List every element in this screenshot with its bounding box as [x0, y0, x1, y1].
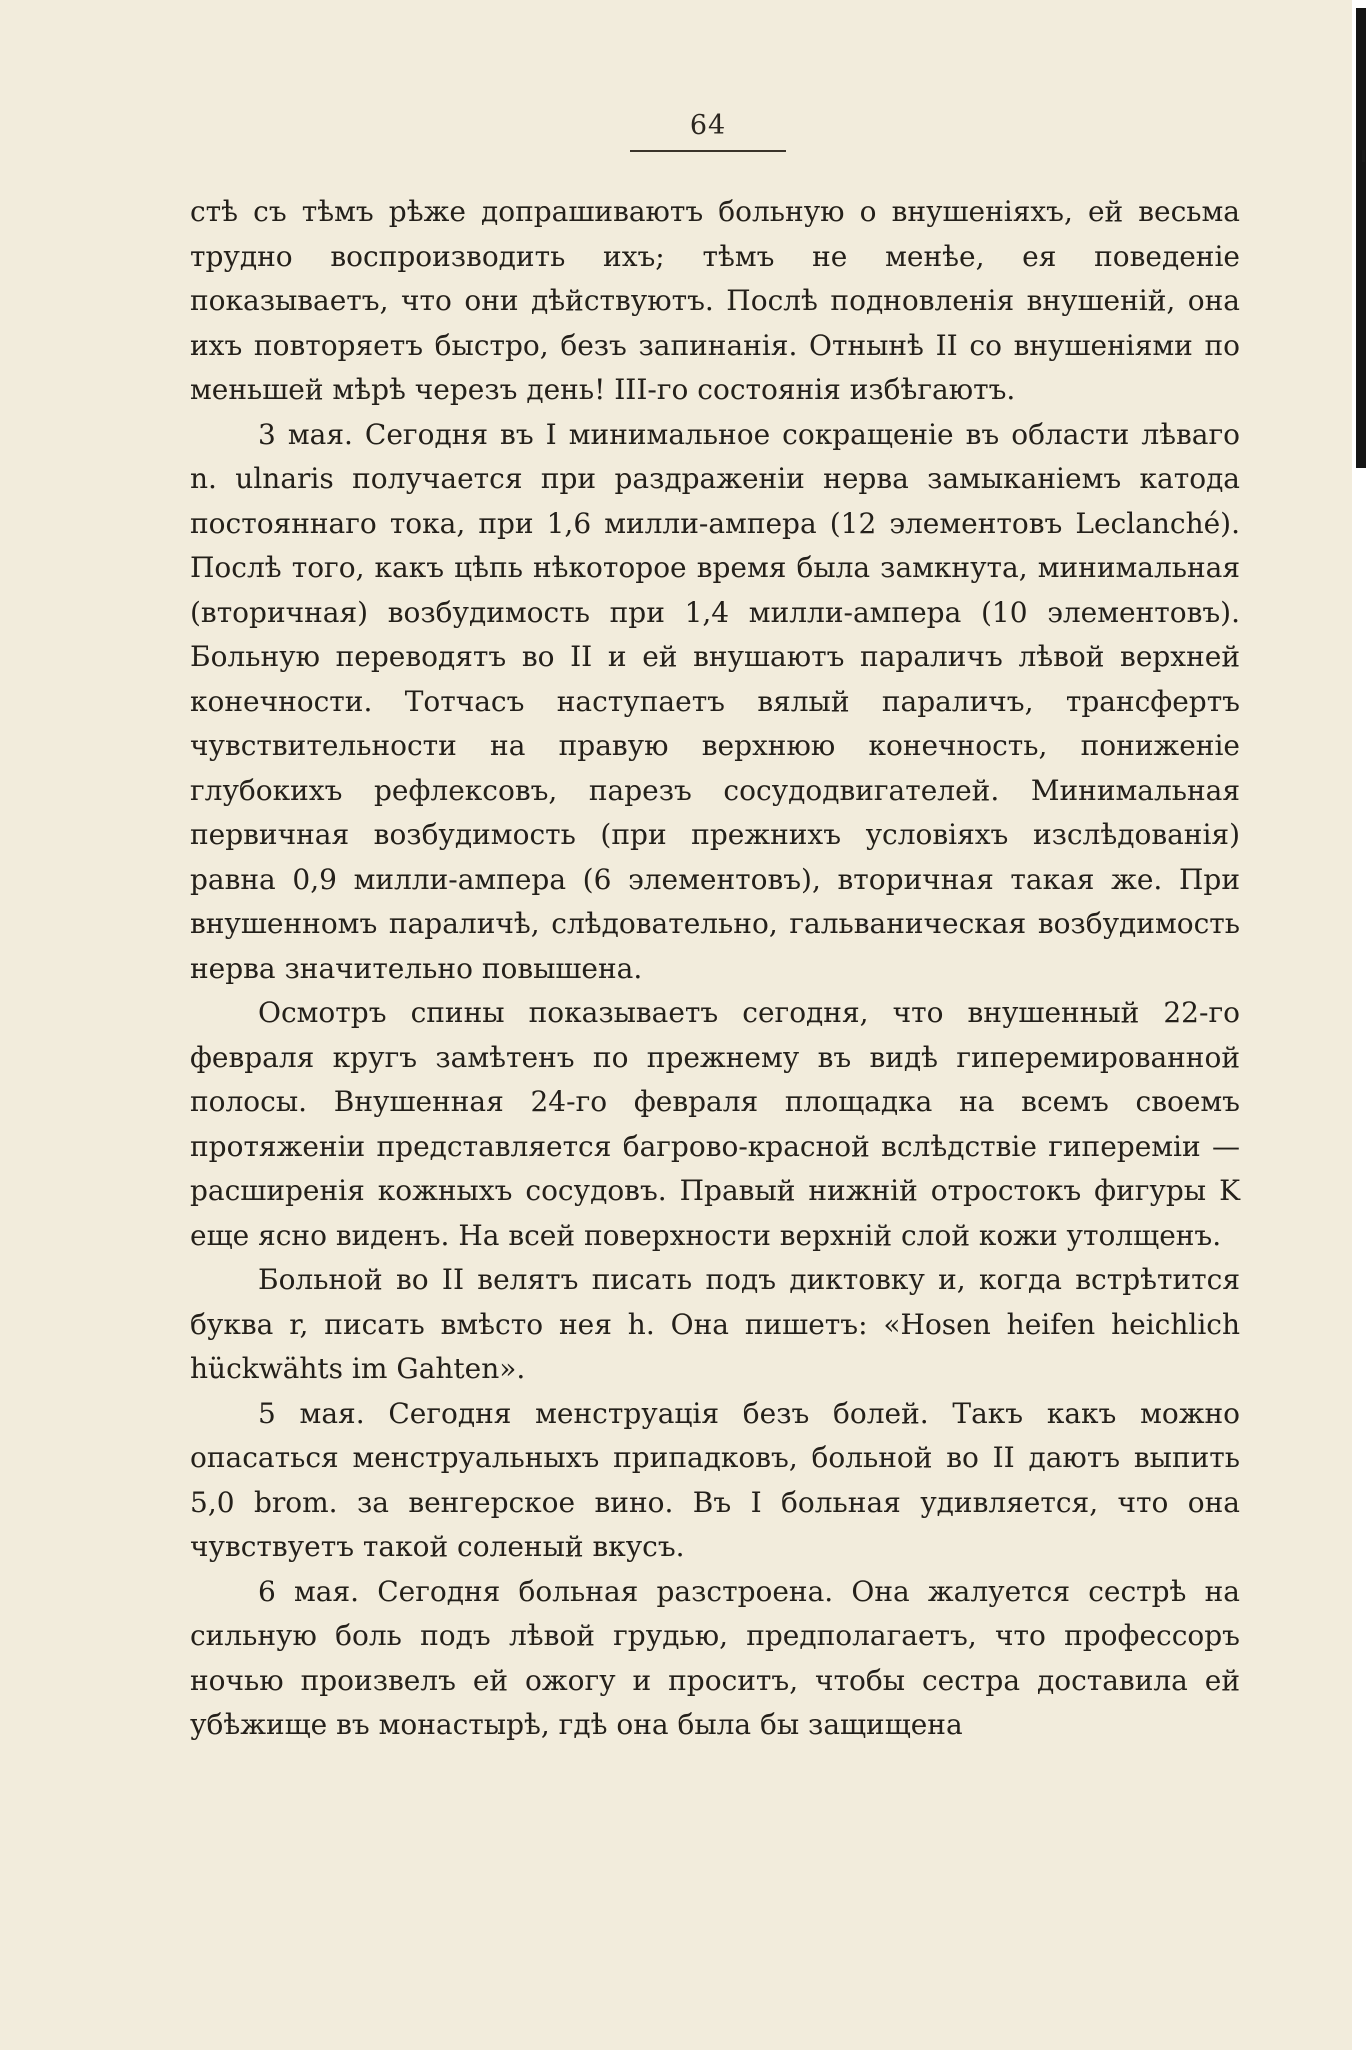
- paragraph-5: 5 мая. Сегодня менструація безъ болей. Такъ какъ можно опасаться менструальныхъ припадковъ, больной во II даютъ выпить 5,0 brom. за венгерское вино. Въ I больная удивляется, что она чувствуетъ такой соленый вкусъ.: [190, 1396, 1240, 1563]
- paragraph-2: 3 мая. Сегодня въ I минимальное сокращеніе въ области лѣваго n. ulnaris получается при раздраженіи нерва замыканіемъ катода постояннаго тока, при 1,6 милли-ампера (12 элементовъ Leclanché). Послѣ того, какъ цѣпь нѣкоторое время была замкнута, минимальная (вторичная) возбудимость при 1,4 милли-ампера (10 элементовъ). Больную переводятъ во II и ей внушаютъ параличъ лѣвой верхней конечности. Тотчасъ наступаетъ вялый параличъ, трансфертъ чувствительности на правую верхнюю конечность, пониженіе глубокихъ рефлексовъ, парезъ сосудодвигателей. Минимальная первичная возбудимость (при прежнихъ условіяхъ изслѣдованія) равна 0,9 милли-ампера (6 элементовъ), вторичная такая же. При внушенномъ параличѣ, слѣдовательно, гальваническая возбудимость нерва значительно повышена.: [190, 417, 1240, 985]
- paragraph-3: Осмотръ спины показываетъ сегодня, что внушенный 22-го февраля кругъ замѣтенъ по прежнему въ видѣ гиперемированной полосы. Внушенная 24-го февраля площадка на всемъ своемъ протяженіи представляется багрово-красной вслѣдствіе гипереміи — расширенія кожныхъ сосудовъ. Правый нижній отростокъ фигуры K еще ясно виденъ. На всей поверхности верхній слой кожи утолщенъ.: [190, 996, 1240, 1252]
- body-text: [190, 190, 1240, 1748]
- paragraph-6: 6 мая. Сегодня больная разстроена. Она жалуется сестрѣ на сильную боль подъ лѣвой грудью, предполагаетъ, что профессоръ ночью произвелъ ей ожогу и проситъ, чтобы сестра доставила ей убѣжище въ монастырѣ, гдѣ она была бы защищена: [190, 1574, 1240, 1741]
- paragraph-1: стѣ съ тѣмъ рѣже допрашиваютъ больную о внушеніяхъ, ей весьма трудно воспроизводить ихъ; тѣмъ не менѣе, ея поведеніе показываетъ, что они дѣйствуютъ. Послѣ подновленія внушеній, она ихъ повторяетъ быстро, безъ запинанія. Отнынѣ II со внушеніями по меньшей мѣрѣ черезъ день! III-го состоянія избѣгаютъ.: [190, 195, 1240, 406]
- page-number: 64: [689, 110, 727, 141]
- page-number-rule: [630, 150, 786, 152]
- binding-mark: [1362, 150, 1365, 162]
- binding-edge: [1356, 8, 1366, 468]
- paragraph-4: Больной во II велятъ писать подъ диктовку и, когда встрѣтится буква r, писать вмѣсто нея h. Она пишетъ: «Hosen heifen heichlich hückwähts im Gahten».: [190, 1263, 1240, 1385]
